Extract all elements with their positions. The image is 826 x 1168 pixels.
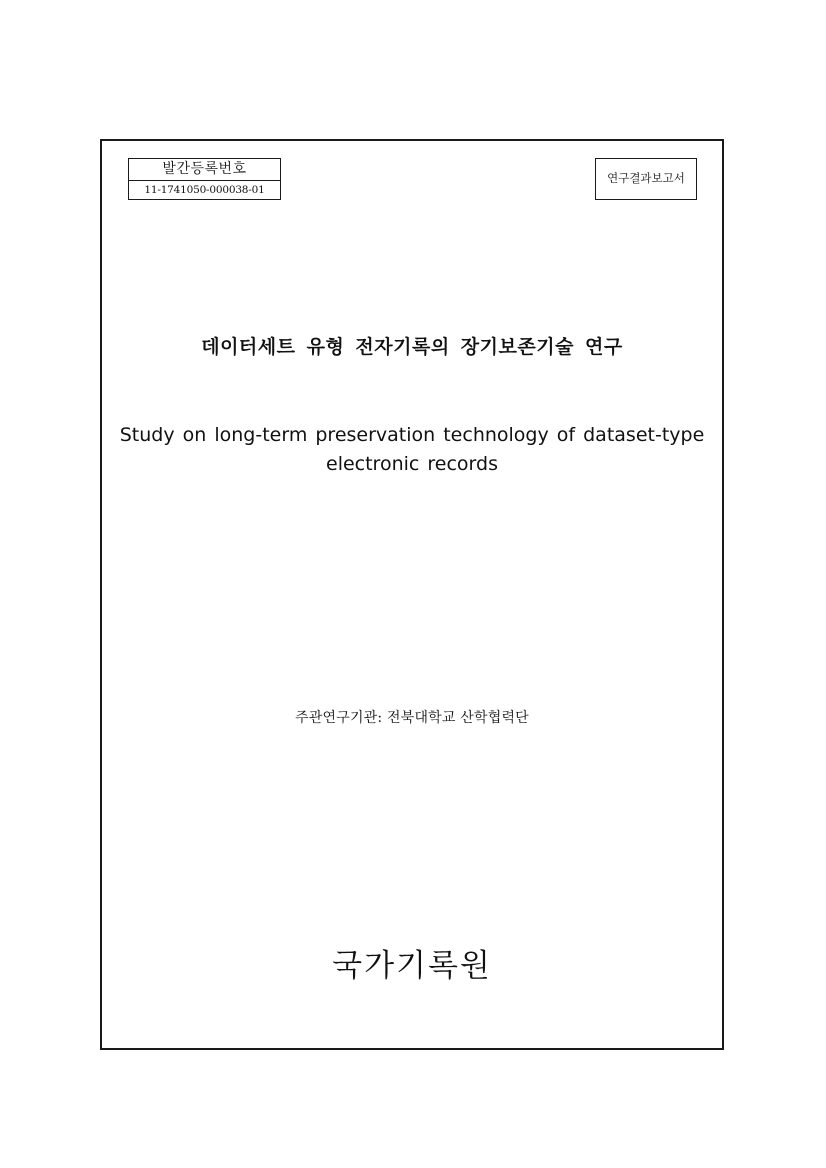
english-title	[110, 421, 714, 479]
registration-number-box	[128, 158, 281, 200]
english-title-line-2: electronic records	[326, 453, 498, 475]
registration-number: 11-1741050-000038-01	[144, 184, 265, 196]
report-type-box: 연구결과보고서	[595, 158, 697, 200]
registration-label: 발간등록번호	[129, 159, 280, 181]
lead-institution: 주관연구기관: 전북대학교 산학협력단	[295, 710, 529, 726]
korean-title: 데이터세트 유형 전자기록의 장기보존기술 연구	[201, 336, 623, 358]
cover-border-frame	[100, 139, 724, 1050]
english-title-line-1: Study on long-term preservation technology of dataset-type	[119, 424, 705, 446]
publisher-name: 국가기록원	[332, 948, 492, 984]
